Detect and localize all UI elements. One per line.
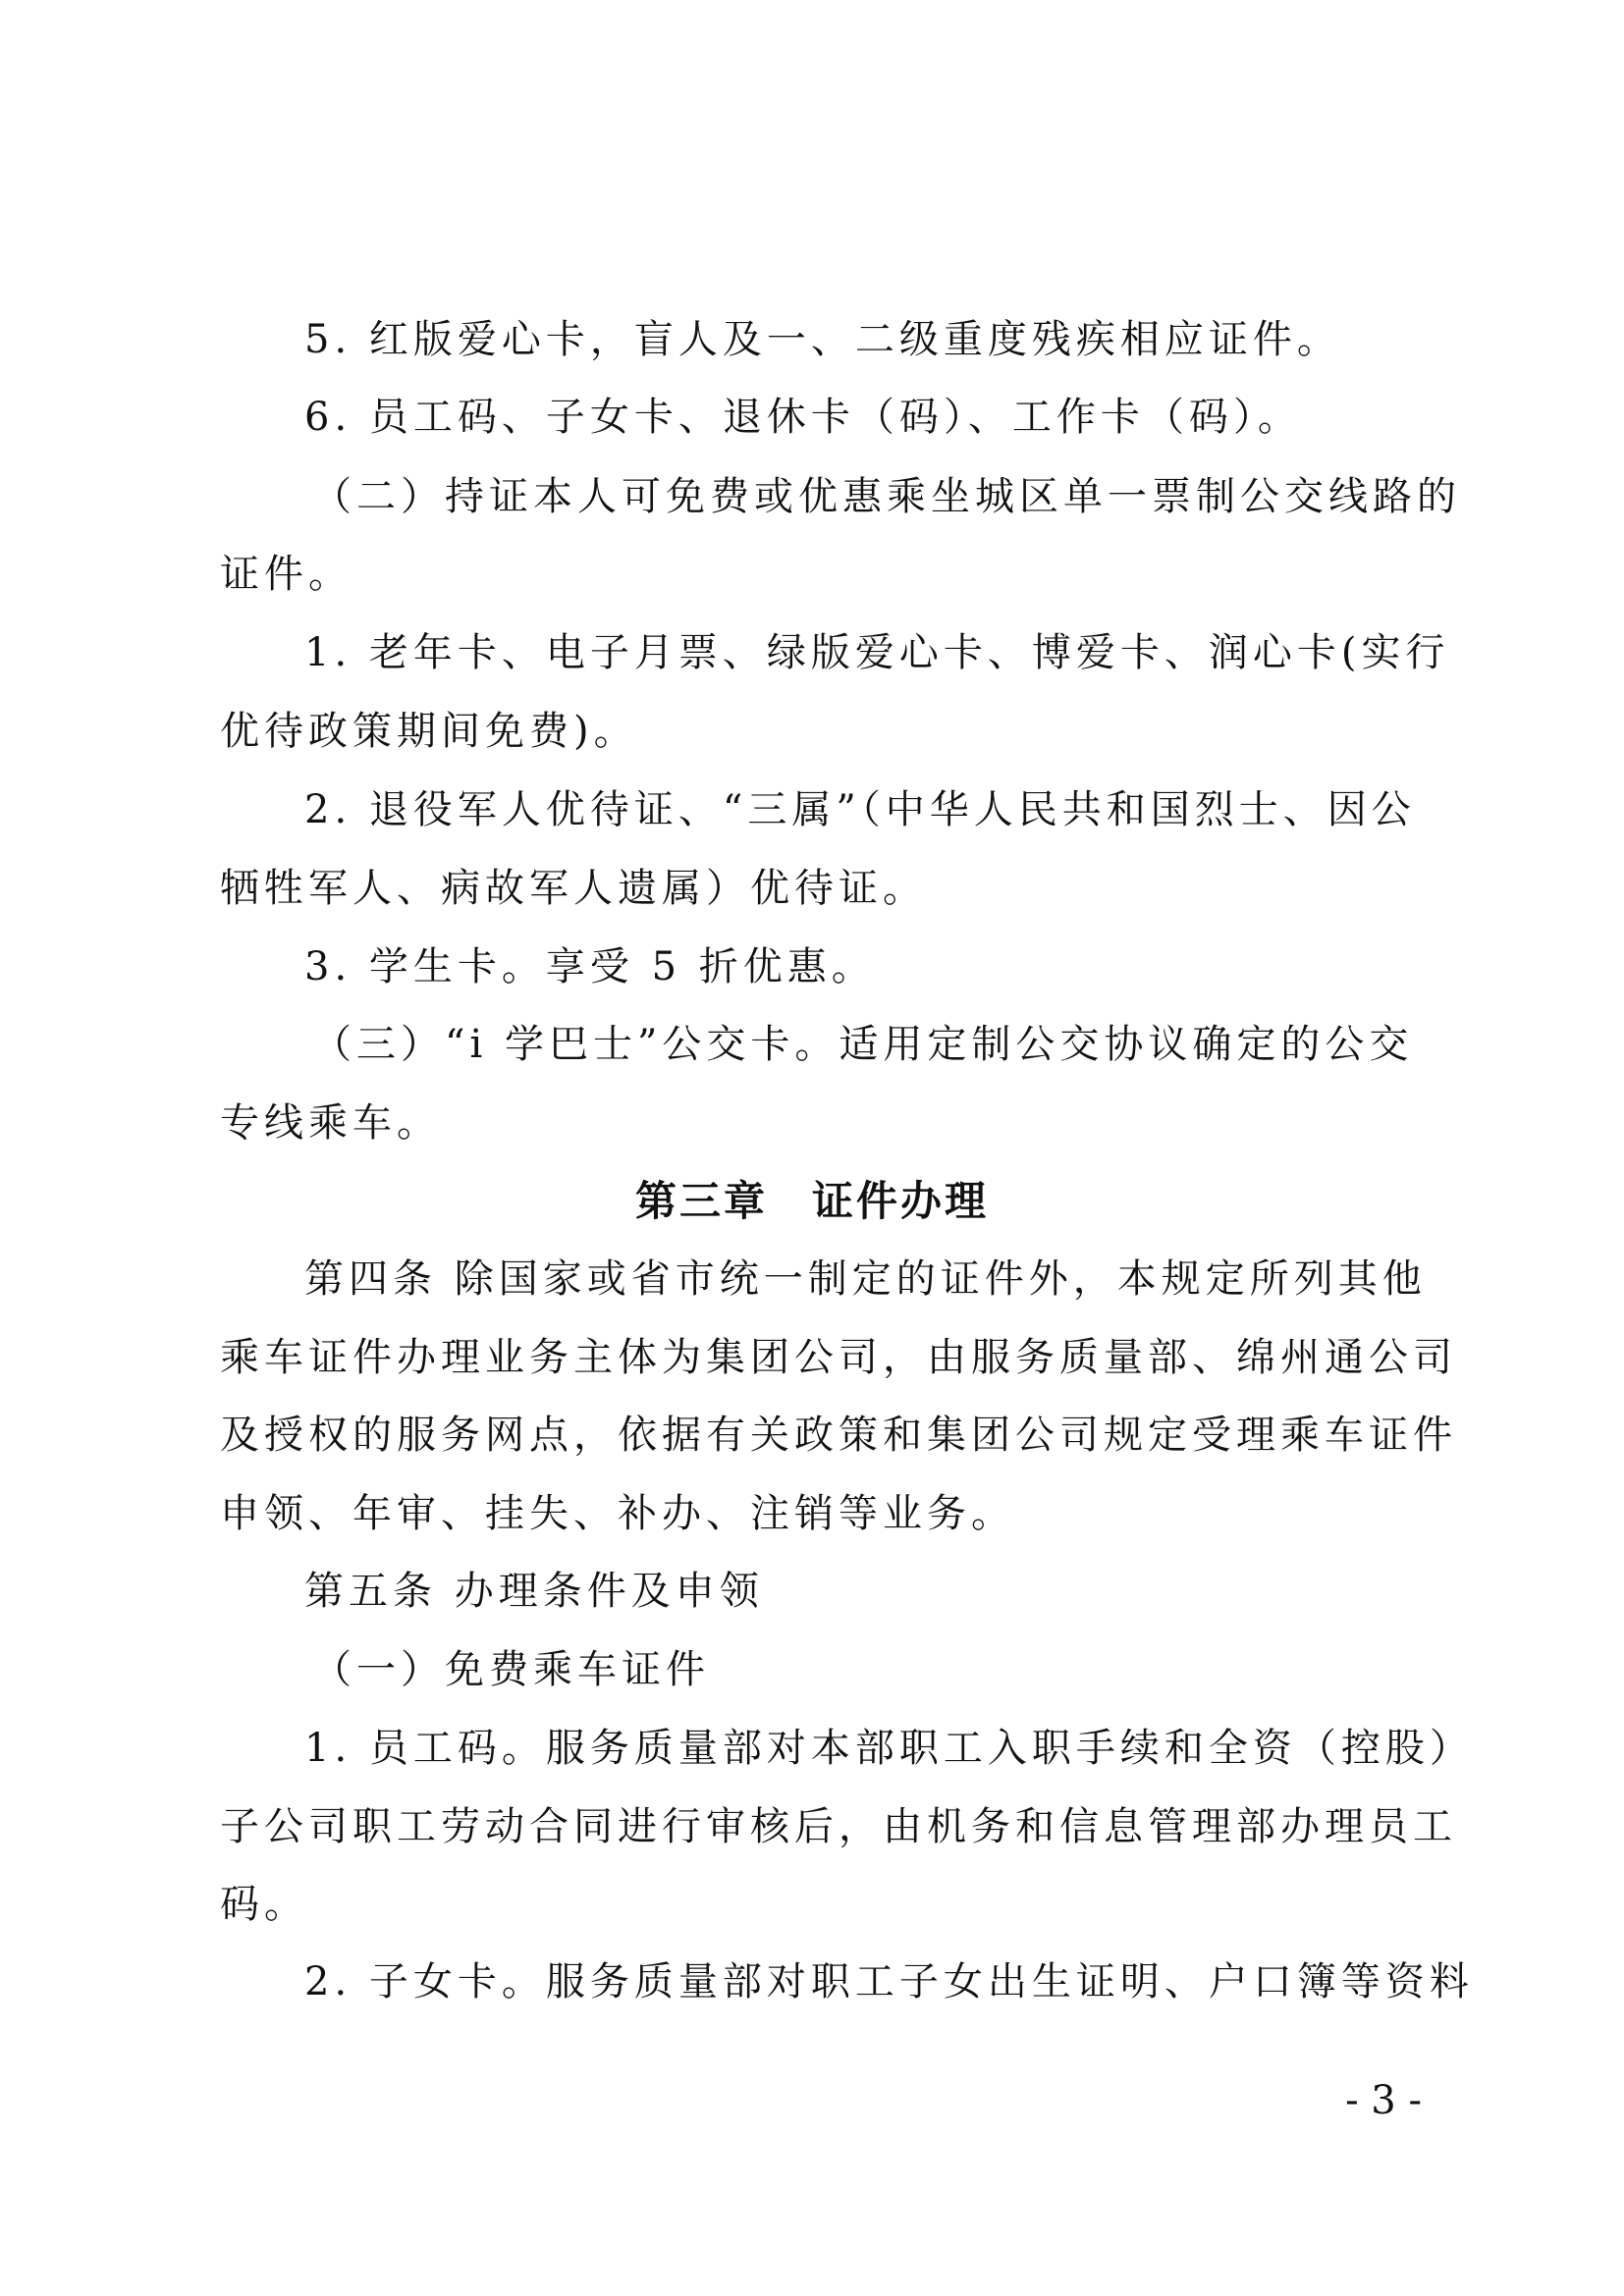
item-elderly-card-line1: 1. 老年卡、电子月票、绿版爱心卡、博爱卡、润心卡(实行 <box>304 630 1450 675</box>
item-employee-code: 6. 员工码、子女卡、退休卡（码）、工作卡（码）。 <box>304 395 1302 440</box>
article-four-line2: 乘车证件办理业务主体为集团公司，由服务质量部、绵州通公司 <box>220 1335 1457 1380</box>
item-red-love-card: 5. 红版爱心卡，盲人及一、二级重度残疾相应证件。 <box>304 317 1341 362</box>
chapter-three-heading: 第三章 证件办理 <box>634 1177 989 1225</box>
free-certificates-heading: （一）免费乘车证件 <box>312 1647 710 1692</box>
section-three-line1: （三）“i 学巴士”公交卡。适用定制公交协议确定的公交 <box>312 1022 1414 1067</box>
employee-code-line3: 码。 <box>220 1882 308 1927</box>
item-veteran-line2: 牺牲军人、病故军人遗属）优待证。 <box>220 866 927 911</box>
section-two-heading-line2: 证件。 <box>220 552 352 597</box>
item-elderly-card-line2: 优待政策期间免费)。 <box>220 709 638 754</box>
section-three-line2: 专线乘车。 <box>220 1100 441 1146</box>
child-card-line1: 2. 子女卡。服务质量部对职工子女出生证明、户口簿等资料 <box>304 1959 1474 2004</box>
employee-code-line1: 1. 员工码。服务质量部对本部职工入职手续和全资（控股） <box>304 1726 1474 1771</box>
article-four-line1: 第四条 除国家或省市统一制定的证件外，本规定所列其他 <box>304 1256 1427 1302</box>
item-veteran-line1: 2. 退役军人优待证、“三属”（中华人民共和国烈士、因公 <box>304 787 1416 832</box>
article-four-line3: 及授权的服务网点，依据有关政策和集团公司规定受理乘车证件 <box>220 1413 1457 1458</box>
section-two-heading-line1: （二）持证本人可免费或优惠乘坐城区单一票制公交线路的 <box>312 474 1461 519</box>
employee-code-line2: 子公司职工劳动合同进行审核后，由机务和信息管理部办理员工 <box>220 1804 1457 1849</box>
item-student-card: 3. 学生卡。享受 5 折优惠。 <box>304 944 876 989</box>
article-four-line4: 申领、年审、挂失、补办、注销等业务。 <box>220 1491 1015 1536</box>
article-five-heading: 第五条 办理条件及申领 <box>304 1569 764 1614</box>
page-number: - 3 - <box>1345 2078 1422 2123</box>
